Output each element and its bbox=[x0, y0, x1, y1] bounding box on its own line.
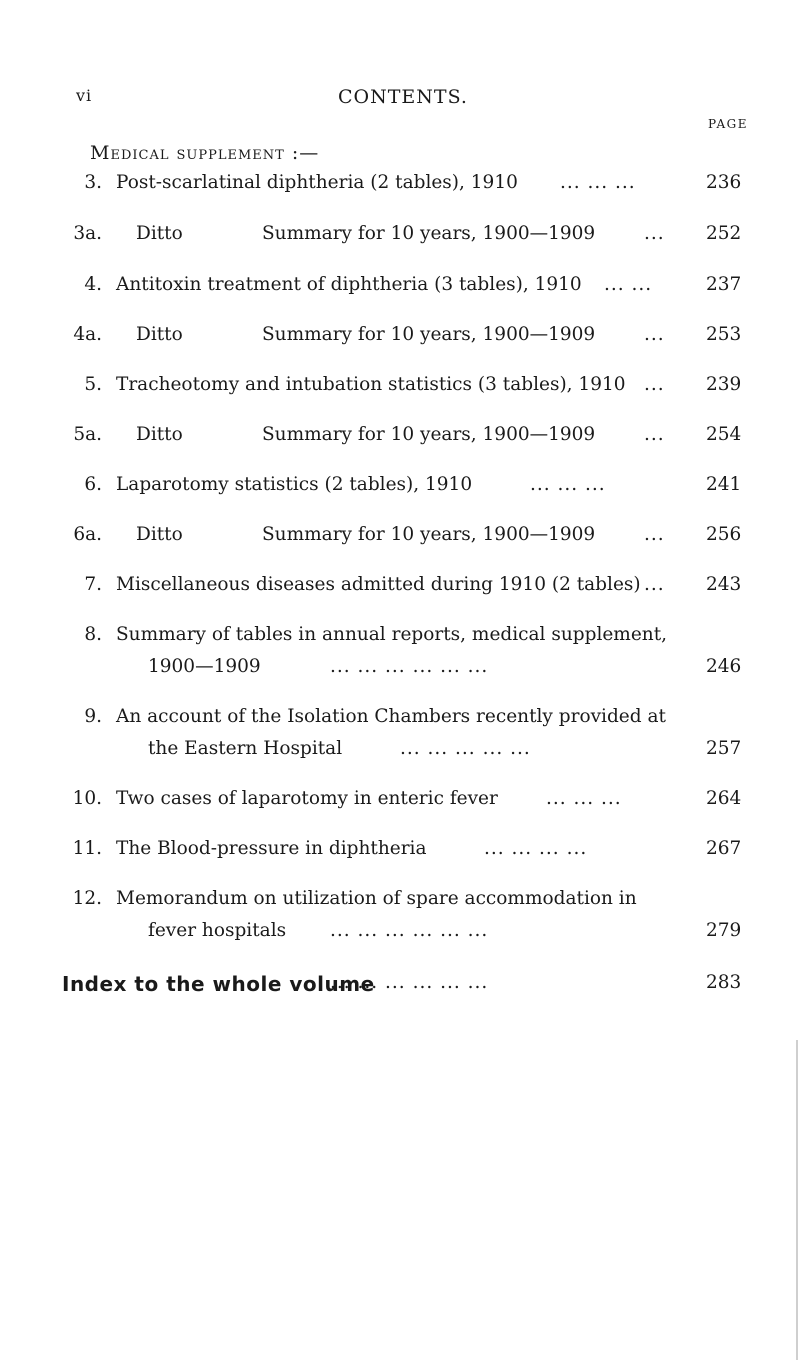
index-title: Index to the whole volume bbox=[62, 972, 375, 996]
leader-dots: ... bbox=[644, 374, 665, 395]
entry-page: 279 bbox=[706, 920, 742, 941]
entry-page: 236 bbox=[706, 172, 742, 193]
entry-page: 257 bbox=[706, 738, 742, 759]
entry-number: 6a. bbox=[73, 524, 102, 545]
entry-summary: Summary for 10 years, 1900—1909 bbox=[262, 324, 596, 345]
entry-title-continued: the Eastern Hospital bbox=[148, 738, 343, 759]
entry-page: 264 bbox=[706, 788, 742, 809]
section-heading: Medical supplement :— bbox=[90, 142, 320, 164]
leader-dots: ... ... ... bbox=[560, 172, 636, 193]
leader-dots: ... bbox=[644, 574, 665, 595]
entry-title: Miscellaneous diseases admitted during 1910 (2 tables) bbox=[116, 574, 641, 595]
entry-title: Memorandum on utilization of spare accommodation in bbox=[116, 888, 637, 909]
entry-ditto: Ditto bbox=[136, 324, 183, 345]
running-head: CONTENTS. bbox=[338, 86, 468, 108]
entry-number: 5. bbox=[84, 374, 102, 395]
entry-page: 256 bbox=[706, 524, 742, 545]
entry-number: 6. bbox=[84, 474, 102, 495]
entry-summary: Summary for 10 years, 1900—1909 bbox=[262, 223, 596, 244]
index-page: 283 bbox=[706, 972, 742, 993]
entry-number: 3. bbox=[84, 172, 102, 193]
entry-page: 252 bbox=[706, 223, 742, 244]
entry-title: The Blood-pressure in diphtheria bbox=[116, 838, 427, 859]
entry-page: 254 bbox=[706, 424, 742, 445]
entry-page: 253 bbox=[706, 324, 742, 345]
entry-number: 9. bbox=[84, 706, 102, 727]
entry-number: 7. bbox=[84, 574, 102, 595]
entry-page: 267 bbox=[706, 838, 742, 859]
entry-page: 241 bbox=[706, 474, 742, 495]
entry-title: Summary of tables in annual reports, medical supplement, bbox=[116, 624, 668, 645]
leader-dots: ... ... bbox=[604, 274, 653, 295]
leader-dots: ... bbox=[644, 524, 665, 545]
scan-edge-line bbox=[796, 1040, 798, 1360]
entry-number: 3a. bbox=[73, 223, 102, 244]
entry-page: 237 bbox=[706, 274, 742, 295]
entry-number: 5a. bbox=[73, 424, 102, 445]
leader-dots: ... ... ... bbox=[546, 788, 622, 809]
entry-title: An account of the Isolation Chambers recently provided at bbox=[116, 706, 666, 727]
entry-title: Antitoxin treatment of diphtheria (3 tables), 1910 bbox=[116, 274, 582, 295]
entry-summary: Summary for 10 years, 1900—1909 bbox=[262, 524, 596, 545]
entry-title-continued: fever hospitals bbox=[148, 920, 287, 941]
entry-number: 10. bbox=[72, 788, 102, 809]
entry-number: 4a. bbox=[73, 324, 102, 345]
entry-number: 4. bbox=[84, 274, 102, 295]
entry-page: 243 bbox=[706, 574, 742, 595]
leader-dots: ... bbox=[644, 424, 665, 445]
entry-ditto: Ditto bbox=[136, 524, 183, 545]
leader-dots: ... bbox=[644, 324, 665, 345]
entry-page: 246 bbox=[706, 656, 742, 677]
leader-dots: ... ... ... ... bbox=[484, 838, 588, 859]
entry-title: Tracheotomy and intubation statistics (3 tables), 1910 bbox=[116, 374, 626, 395]
page-column-label: PAGE bbox=[708, 117, 748, 131]
entry-number: 11. bbox=[72, 838, 102, 859]
entry-title-continued: 1900—1909 bbox=[148, 656, 261, 677]
entry-ditto: Ditto bbox=[136, 424, 183, 445]
entry-number: 12. bbox=[72, 888, 102, 909]
leader-dots: ... ... ... ... ... ... bbox=[330, 972, 489, 993]
leader-dots: ... ... ... ... ... ... bbox=[330, 656, 489, 677]
leader-dots: ... bbox=[644, 223, 665, 244]
entry-number: 8. bbox=[84, 624, 102, 645]
page-number: vi bbox=[76, 86, 93, 105]
entry-summary: Summary for 10 years, 1900—1909 bbox=[262, 424, 596, 445]
entry-title: Two cases of laparotomy in enteric fever bbox=[116, 788, 498, 809]
entry-title: Laparotomy statistics (2 tables), 1910 bbox=[116, 474, 473, 495]
leader-dots: ... ... ... ... ... bbox=[400, 738, 531, 759]
entry-ditto: Ditto bbox=[136, 223, 183, 244]
leader-dots: ... ... ... bbox=[530, 474, 606, 495]
leader-dots: ... ... ... ... ... ... bbox=[330, 920, 489, 941]
entry-page: 239 bbox=[706, 374, 742, 395]
entry-title: Post-scarlatinal diphtheria (2 tables), 1910 bbox=[116, 172, 518, 193]
